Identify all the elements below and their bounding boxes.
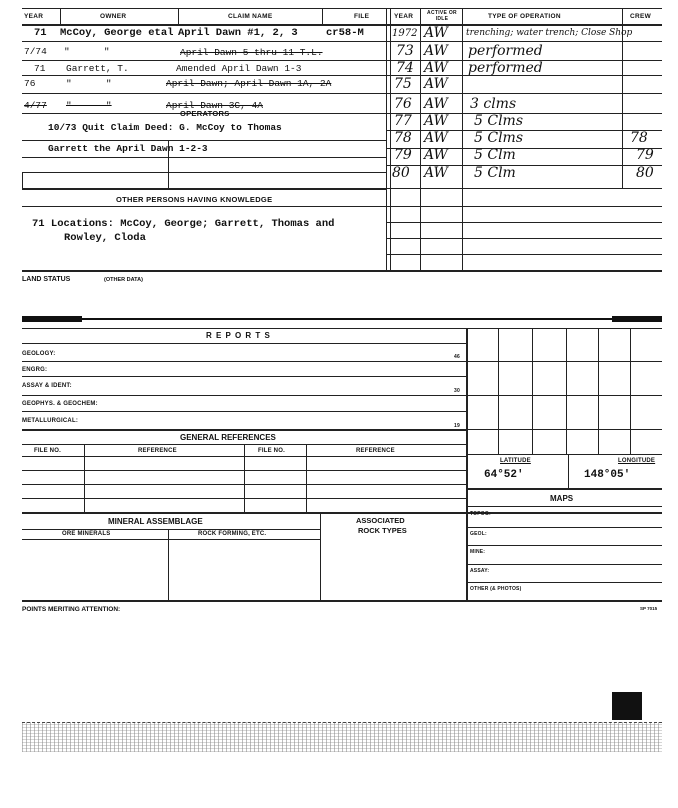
activity-status: AW	[424, 165, 448, 181]
activity-status: AW	[424, 130, 448, 146]
claim-name: April Dawn 5 thru 11 T.L.	[180, 47, 323, 58]
operators-line-1: 10/73 Quit Claim Deed: G. McCoy to Thomas	[48, 122, 282, 133]
col-reference: REFERENCE	[138, 448, 177, 454]
activity-status: AW	[424, 43, 448, 59]
activity-operation: trenching; water trench; Close Shop	[466, 28, 633, 38]
activity-operation: 5 Clms	[474, 113, 524, 129]
activity-operation: performed	[468, 60, 543, 76]
activity-crew: 78	[630, 130, 648, 146]
activity-status: AW	[424, 113, 448, 129]
claim-name: April Dawn; April Dawn 1A, 2A	[166, 78, 332, 89]
land-status-sub: (OTHER DATA)	[104, 277, 143, 283]
report-label-assay: ASSAY & IDENT:	[22, 383, 72, 389]
claim-owner: Garrett, T.	[66, 63, 129, 74]
activity-status: AW	[424, 25, 448, 41]
claim-year: 7/74	[24, 46, 47, 57]
activity-operation: 5 Clm	[474, 165, 516, 181]
report-num: 46	[454, 354, 460, 360]
activity-year: 73	[396, 43, 414, 59]
claim-owner: " "	[64, 46, 110, 57]
claim-file: cr58-M	[326, 27, 364, 39]
claim-name: April Dawn #1, 2, 3	[178, 27, 298, 39]
mineral-assemblage-title: MINERAL ASSEMBLAGE	[108, 517, 203, 526]
longitude-label: LONGITUDE	[618, 458, 656, 464]
activity-operation: 3 clms	[470, 96, 517, 112]
activity-status: AW	[424, 60, 448, 76]
activity-year: 76	[394, 96, 412, 112]
header-file: FILE	[354, 13, 370, 20]
maps-title: MAPS	[550, 494, 574, 503]
report-num: 19	[454, 423, 460, 429]
claim-name: April Dawn 3C, 4A	[166, 100, 263, 111]
report-label-engrg: ENGRG:	[22, 367, 48, 373]
report-label-geology: GEOLOGY:	[22, 351, 56, 357]
general-references-title: GENERAL REFERENCES	[180, 433, 276, 442]
header-active-or-idle: ACTIVE OR IDLE	[427, 10, 457, 22]
associated-label: ASSOCIATED	[356, 516, 405, 525]
map-assay: ASSAY:	[470, 568, 490, 574]
header-owner: OWNER	[100, 13, 127, 20]
report-label-metallurgical: METALLURGICAL:	[22, 418, 79, 424]
header-claim-name: CLAIM NAME	[228, 13, 273, 20]
activity-operation: performed	[468, 43, 543, 59]
report-num: 30	[454, 388, 460, 394]
points-meriting-label: POINTS MERITING ATTENTION:	[22, 606, 121, 613]
claim-year: 76	[24, 78, 36, 89]
header-year: YEAR	[24, 13, 44, 20]
activity-year: 1972	[392, 28, 418, 39]
header-year-2: YEAR	[394, 13, 414, 20]
operators-line-2: Garrett the April Dawn 1-2-3	[48, 143, 208, 154]
rock-types-label: ROCK TYPES	[358, 526, 407, 535]
scan-noise-band	[22, 722, 662, 752]
other-persons-line-1: 71 Locations: McCoy, George; Garrett, Thomas and	[32, 218, 335, 230]
col-file-no-2: FILE NO.	[258, 448, 285, 454]
claim-year: 71	[34, 63, 46, 74]
claim-owner: " "	[66, 100, 112, 111]
activity-status: AW	[424, 147, 448, 163]
claim-year: 4/77	[24, 100, 47, 111]
activity-operation: 5 Clm	[474, 147, 516, 163]
ore-minerals-label: ORE MINERALS	[62, 531, 111, 537]
col-reference-2: REFERENCE	[356, 448, 395, 454]
activity-status: AW	[424, 96, 448, 112]
map-mine: MINE:	[470, 549, 486, 555]
activity-year: 79	[394, 147, 412, 163]
report-label-geophys: GEOPHYS. & GEOCHEM:	[22, 401, 98, 407]
map-topog: TOPOG:	[470, 511, 491, 517]
longitude-value: 148°05'	[584, 469, 631, 481]
section-separator	[22, 318, 662, 320]
claim-owner: McCoy, George etal	[60, 27, 174, 39]
map-geol: GEOL:	[470, 531, 487, 537]
rock-forming-label: ROCK FORMING, ETC.	[198, 531, 267, 537]
latitude-value: 64°52'	[484, 469, 524, 481]
claim-name: Amended April Dawn 1-3	[176, 63, 302, 74]
map-other: OTHER (& PHOTOS)	[470, 586, 522, 592]
operators-label: OPERATORS	[180, 109, 230, 118]
activity-crew: 80	[636, 165, 654, 181]
claim-owner: " "	[66, 78, 112, 89]
separator-blot-right	[612, 316, 662, 322]
other-persons-line-2: Rowley, Cloda	[64, 232, 146, 244]
header-crew: CREW	[630, 13, 652, 20]
activity-year: 78	[394, 130, 412, 146]
scan-blot	[612, 692, 642, 720]
col-file-no: FILE NO.	[34, 448, 61, 454]
activity-operation: 5 Clms	[474, 130, 524, 146]
reports-title: R E P O R T S	[206, 331, 271, 340]
activity-year: 75	[394, 76, 412, 92]
scan-line	[22, 722, 662, 723]
activity-status: AW	[424, 76, 448, 92]
activity-year: 74	[396, 60, 414, 76]
header-type-of-operation: TYPE OF OPERATION	[488, 13, 561, 20]
latitude-label: LATITUDE	[500, 458, 531, 464]
land-status-label: LAND STATUS	[22, 276, 71, 283]
form-number: SP 7015	[640, 606, 658, 611]
claim-year: 71	[34, 27, 47, 39]
separator-blot-left	[22, 316, 82, 322]
activity-crew: 79	[636, 147, 654, 163]
other-persons-label: OTHER PERSONS HAVING KNOWLEDGE	[116, 195, 273, 204]
activity-year: 77	[394, 113, 412, 129]
activity-year: 80	[392, 165, 410, 181]
